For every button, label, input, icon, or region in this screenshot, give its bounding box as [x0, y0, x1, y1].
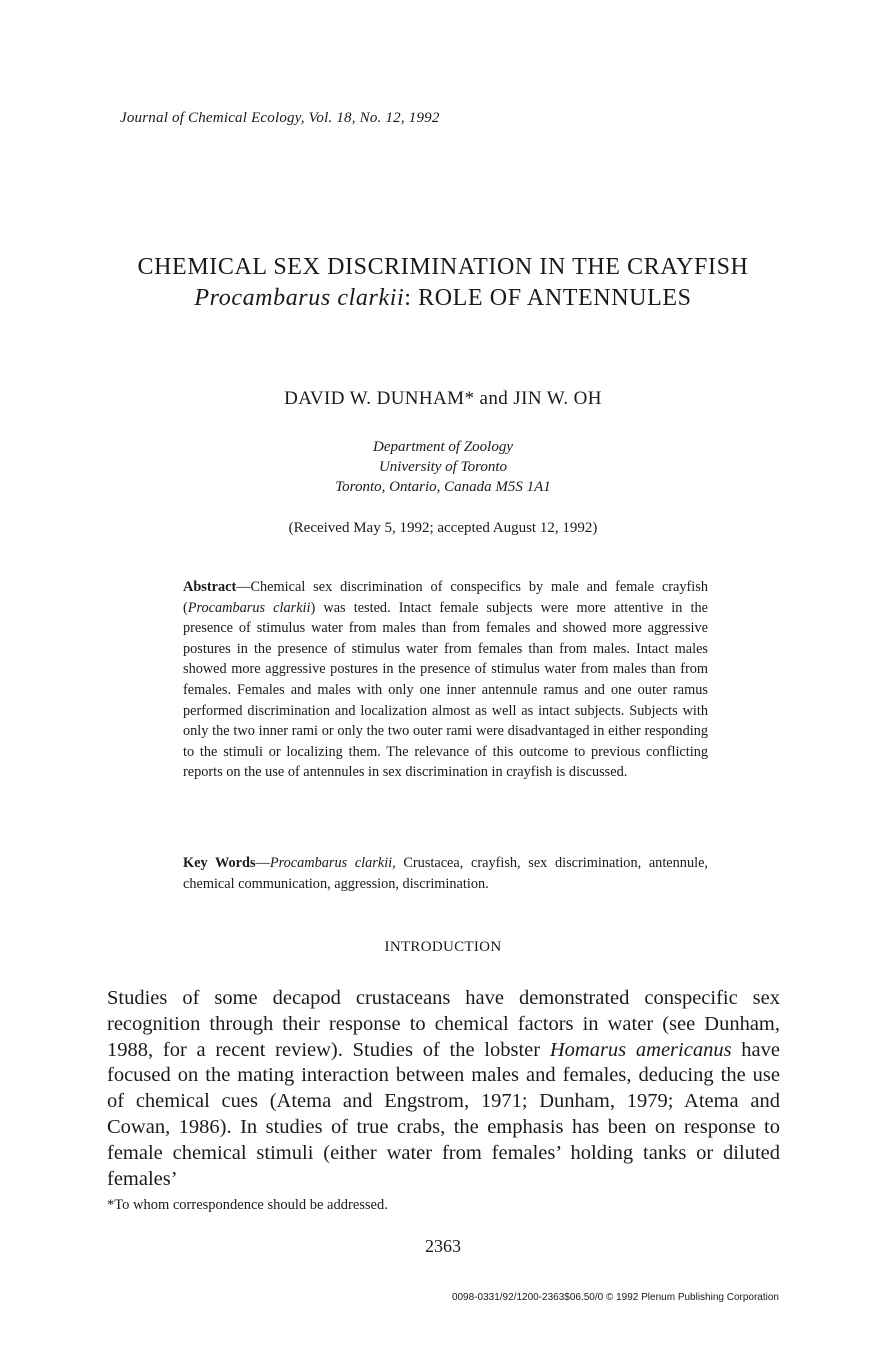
keywords-dash: — [255, 855, 270, 871]
received-dates: (Received May 5, 1992; accepted August 12, 1992) [288, 520, 598, 536]
intro-species: Homarus americanus [549, 1038, 732, 1061]
affiliation-city: Toronto, Ontario, Canada M5S 1A1 [335, 479, 551, 495]
abstract [183, 577, 708, 783]
title-line-2 [0, 285, 886, 312]
abstract-text-b: ) was tested. Intact female subjects were more attentive in the presence of stimulus water from males than from females and showed more aggressive postures in the presence of stimulus water from females than from males. Intact males showed more aggressive postures in the presence of stimulus water from males than from females. Females and males with only one inner antennule ramus and one outer ramus performed discrimination and localization almost as well as intact subjects. Subjects with only the two inner rami or only the two outer rami were disadvantaged in either responding to the stimuli or localizing them. The relevance of this outcome to previous conflicting reports on the use of antennules in sex discrimination in crayfish is discussed. [183, 599, 709, 781]
introduction-text [107, 986, 780, 1192]
intro-text-a: Studies of some decapod crustaceans have demonstrated conspecific sex recognition through their response to chemical factors in water (see Dunham, 1988, for a recent review). Studies of the lobster [107, 987, 780, 1061]
keywords [183, 853, 708, 894]
abstract-text-a: —Chemical sex discrimination of conspecifics by male and female crayfish ( [183, 579, 708, 616]
keywords-label: Key Words [183, 855, 256, 871]
footnote: *To whom correspondence should be addressed. [107, 1197, 388, 1213]
authors: DAVID W. DUNHAM* and JIN W. OH [284, 388, 602, 409]
introduction-heading: INTRODUCTION [384, 939, 502, 955]
intro-text-b: have focused on the mating interaction between males and females, deducing the use of chemical cues (Atema and Engstrom, 1971; Dunham, 1979; Atema and Cowan, 1986). In studies of true crabs, the emphasis has been on response to female chemical stimuli (either water from females’ holding tanks or diluted females’ [107, 1038, 780, 1190]
affiliation-university: University of Toronto [378, 459, 508, 475]
title-line-1: CHEMICAL SEX DISCRIMINATION IN THE CRAYFISH [137, 254, 749, 280]
title-species: Procambarus clarkii [194, 285, 405, 311]
affiliation-department: Department of Zoology [373, 439, 513, 455]
abstract-species: Procambarus clarkii [187, 599, 311, 616]
keywords-rest: , Crustacea, crayfish, sex discrimination, antennule, chemical communication, aggression, discrimination. [183, 855, 708, 892]
journal-citation: Journal of Chemical Ecology, Vol. 18, No. 12, 1992 [120, 110, 440, 126]
copyright-line: 0098-0331/92/1200-2363$06.50/0 © 1992 Plenum Publishing Corporation [451, 1292, 779, 1303]
title-line-2-rest: : ROLE OF ANTENNULES [404, 285, 692, 311]
abstract-label: Abstract [183, 579, 237, 595]
page-number: 2363 [425, 1236, 461, 1256]
keywords-species: Procambarus clarkii [269, 855, 393, 871]
